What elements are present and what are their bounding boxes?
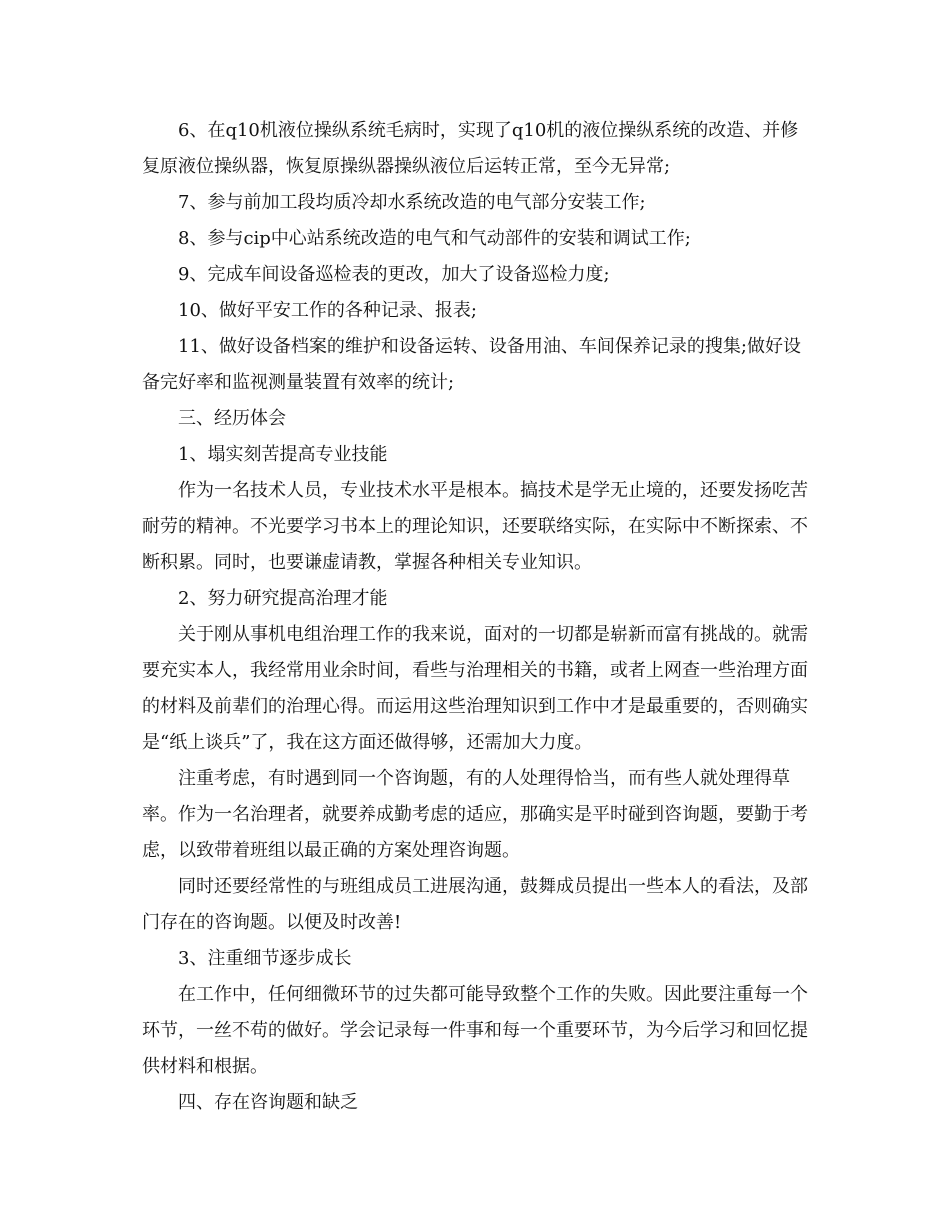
paragraph-management-ability: 关于刚从事机电组治理工作的我来说，面对的一切都是崭新而富有挑战的。就需要充实本人，我经常用业余时间，看些与治理相关的书籍，或者上网查一些治理方面的材料及前辈们的治理心得。而运用这些治理知识到工作中才是最重要的，否则确实是“纸上谈兵”了，我在这方面还做得够，还需加大力度。: [142, 624, 808, 753]
document-body: [142, 113, 814, 1121]
subheading-details-growth: 3、注重细节逐步成长: [178, 948, 352, 969]
paragraph-professional-skills: 作为一名技术人员，专业技术水平是根本。搞技术是学无止境的，还要发扬吃苦耐劳的精神。不光要学习书本上的理论知识，还要联络实际，在实际中不断探索、不断积累。同时，也要谦虚请教，掌握各种相关专业知识。: [142, 480, 808, 573]
paragraph-item-11: 11、做好设备档案的维护和设备运转、设备用油、车间保养记录的搜集;做好设备完好率和监视测量装置有效率的统计;: [142, 336, 801, 393]
paragraph-item-7: 7、参与前加工段均质冷却水系统改造的电气部分安装工作;: [178, 192, 646, 213]
paragraph-details-growth: 在工作中，任何细微环节的过失都可能导致整个工作的失败。因此要注重每一个环节，一丝不苟的做好。学会记录每一件事和每一个重要环节，为今后学习和回忆提供材料和根据。: [142, 984, 808, 1077]
section-heading-experience: 三、经历体会: [178, 408, 286, 429]
section-heading-problems: 四、存在咨询题和缺乏: [178, 1092, 358, 1113]
subheading-management-ability: 2、努力研究提高治理才能: [178, 588, 388, 609]
paragraph-communication: 同时还要经常性的与班组成员工进展沟通，鼓舞成员提出一些本人的看法，及部门存在的咨询题。以便及时改善!: [142, 876, 808, 933]
paragraph-item-10: 10、做好平安工作的各种记录、报表;: [178, 300, 477, 321]
paragraph-thinking: 注重考虑，有时遇到同一个咨询题，有的人处理得恰当，而有些人就处理得草率。作为一名治理者，就要养成勤考虑的适应，那确实是平时碰到咨询题，要勤于考虑，以致带着班组以最正确的方案处理咨询题。: [142, 768, 808, 861]
subheading-professional-skills: 1、塌实刻苦提高专业技能: [178, 444, 388, 465]
paragraph-item-9: 9、完成车间设备巡检表的更改，加大了设备巡检力度;: [178, 264, 610, 285]
paragraph-item-6: 6、在q10机液位操纵系统毛病时，实现了q10机的液位操纵系统的改造、并修复原液位操纵器，恢复原操纵器操纵液位后运转正常，至今无异常;: [142, 120, 799, 177]
paragraph-item-8: 8、参与cip中心站系统改造的电气和气动部件的安装和调试工作;: [178, 228, 691, 249]
